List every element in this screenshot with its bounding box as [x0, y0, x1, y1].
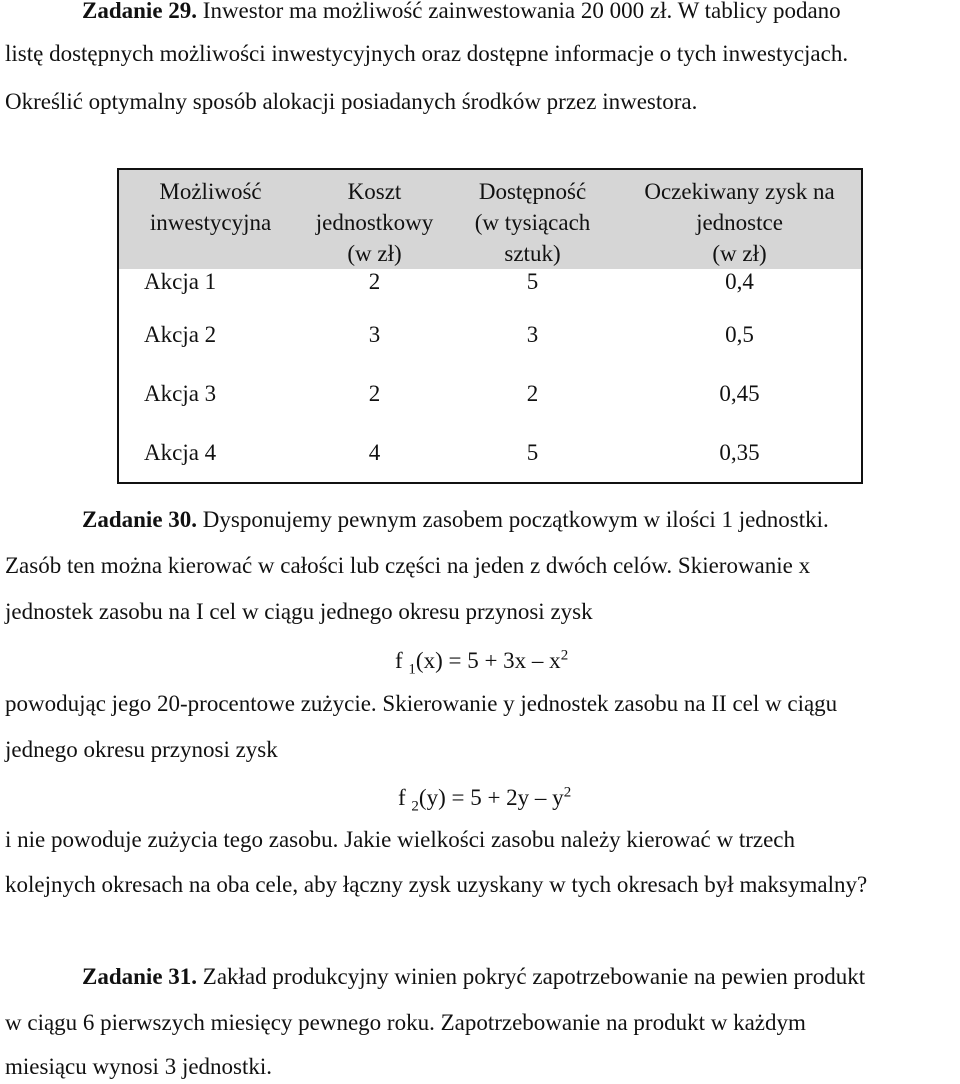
header-text: (w tysiącach — [474, 210, 591, 235]
table-cell: 0,4 — [725, 269, 754, 294]
z30-line-6: i nie powoduje zużycia tego zasobu. Jakie wielkości zasobu należy kierować w trzech — [5, 827, 795, 852]
header-cell-cost — [302, 169, 447, 269]
table-cell: 3 — [526, 321, 539, 347]
table-cell: 2 — [368, 380, 381, 406]
z31-text-1: Zakład produkcyjny winien pokryć zapotrzebowanie na pewien produkt — [197, 964, 866, 989]
table-cell: 2 — [368, 269, 381, 294]
header-cell-availability — [447, 169, 618, 269]
header-text: sztuk) — [504, 241, 561, 266]
z29-text-1: Inwestor ma możliwość zainwestowania 20 000 zł. W tablicy podano — [197, 0, 841, 23]
z31-line-3: miesiącu wynosi 3 jednostki. — [5, 1054, 273, 1079]
z30-line-2: Zasób ten można kierować w całości lub części na jeden z dwóch celów. Skierowanie x — [5, 553, 811, 578]
formula-superscript: 2 — [563, 784, 572, 801]
table-cell: 0,5 — [725, 321, 754, 347]
z29-line-1 — [82, 0, 841, 26]
formula-text: (x) = 5 + 3x – x — [415, 648, 561, 673]
header-text: (w zł) — [712, 241, 767, 266]
formula-text: (y) = 5 + 2y – y — [418, 785, 564, 810]
table-row — [118, 423, 862, 483]
header-text: jednostce — [696, 210, 783, 235]
z30-line-3: jednostek zasobu na I cel w ciągu jednego okresu przynosi zysk — [5, 599, 593, 624]
z30-label: Zadanie 30. — [82, 507, 198, 532]
formula-f1 — [395, 646, 568, 676]
table-cell: 0,45 — [719, 380, 760, 406]
z30-line-1 — [82, 505, 829, 535]
z30-line-7: kolejnych okresach na oba cele, aby łączny zysk uzyskany w tych okresach był maksymalny? — [5, 872, 868, 897]
investment-table — [117, 168, 863, 484]
header-cell-profit — [618, 169, 862, 269]
table-cell: Akcja 2 — [144, 321, 217, 347]
table-cell: 3 — [368, 321, 381, 347]
header-text: inwestycyjna — [149, 210, 272, 235]
table-cell: Akcja 4 — [144, 439, 217, 465]
z31-label: Zadanie 31. — [82, 964, 198, 989]
header-text: Dostępność — [478, 179, 587, 204]
table-cell: Akcja 1 — [144, 269, 217, 294]
header-text: Koszt — [347, 179, 402, 204]
table-header-row — [118, 169, 862, 269]
table-row — [118, 364, 862, 423]
z29-label: Zadanie 29. — [82, 0, 198, 23]
table-cell: 5 — [526, 269, 539, 294]
header-text: (w zł) — [347, 241, 402, 266]
z30-text-1: Dysponujemy pewnym zasobem początkowym w ilości 1 jednostki. — [197, 507, 829, 532]
z30-line-4: powodując jego 20-procentowe zużycie. Skierowanie y jednostek zasobu na II cel w ciągu — [5, 691, 838, 716]
table-row — [118, 269, 862, 305]
table-cell: 2 — [526, 380, 539, 406]
z30-line-5: jednego okresu przynosi zysk — [5, 737, 278, 762]
formula-subscript: 1 — [408, 661, 416, 678]
table-cell: 5 — [526, 439, 539, 465]
z29-line-3: Określić optymalny sposób alokacji posiadanych środków przez inwestora. — [5, 89, 698, 114]
z31-line-2: w ciągu 6 pierwszych miesięcy pewnego roku. Zapotrzebowanie na produkt w każdym — [5, 1010, 806, 1035]
formula-superscript: 2 — [560, 647, 569, 664]
header-cell-option — [118, 169, 302, 269]
table-cell: Akcja 3 — [144, 380, 217, 406]
header-text: jednostkowy — [315, 210, 434, 235]
header-text: Możliwość — [159, 179, 262, 204]
table-cell: 4 — [368, 439, 381, 465]
z29-line-2: listę dostępnych możliwości inwestycyjnych oraz dostępne informacje o tych inwestycjach. — [5, 41, 849, 66]
formula-subscript: 2 — [411, 798, 419, 815]
formula-f2 — [398, 783, 571, 813]
formula-text: f — [395, 648, 403, 673]
table-row — [118, 305, 862, 364]
table-cell: 0,35 — [719, 439, 760, 465]
z31-line-1 — [82, 962, 865, 992]
formula-text: f — [398, 785, 406, 810]
header-text: Oczekiwany zysk na — [644, 179, 835, 204]
